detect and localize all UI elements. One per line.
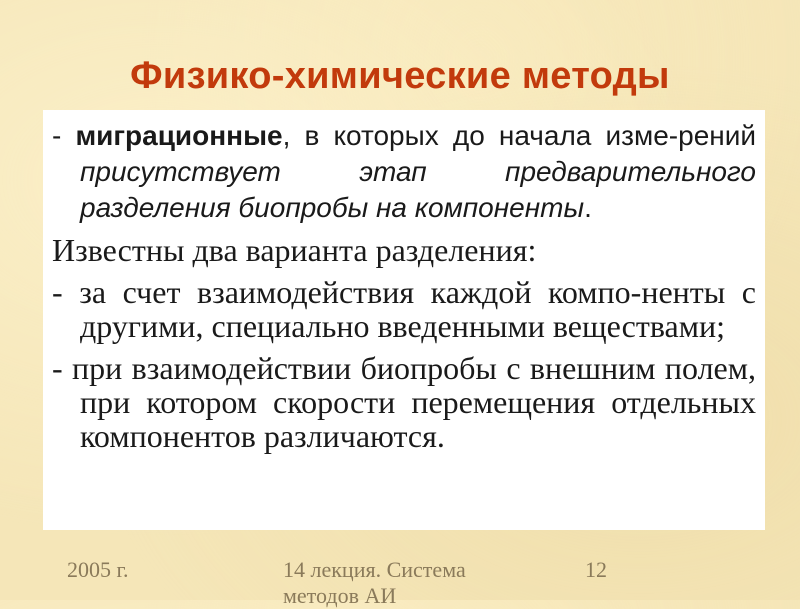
intro-lead: -	[52, 120, 76, 151]
known-variants-paragraph: Известны два варианта разделения:	[52, 232, 537, 268]
intro-end: .	[584, 192, 592, 223]
slide-title: Физико-химические методы	[130, 55, 670, 97]
variant-1-paragraph: - за счет взаимодействия каждой компо-ненты с другими, специально введенными веществами;	[52, 274, 756, 344]
footer-page-number: 12	[585, 557, 607, 582]
intro-paragraph	[52, 117, 756, 225]
footer-lecture-title: 14 лекция. Система методов АИ	[283, 557, 466, 608]
intro-rest-plain: , в которых до начала изме-рений	[282, 120, 757, 151]
variant-2-paragraph: - при взаимодействии биопробы с внешним полем, при котором скорости перемещения отдельных компонентов различаются.	[52, 350, 756, 454]
footer-date: 2005 г.	[67, 557, 129, 582]
slide-content	[52, 117, 756, 453]
intro-bold-term: миграционные	[75, 120, 283, 151]
intro-rest-italic: присутствует этап предварительного разделения биопробы на компоненты	[80, 156, 756, 223]
